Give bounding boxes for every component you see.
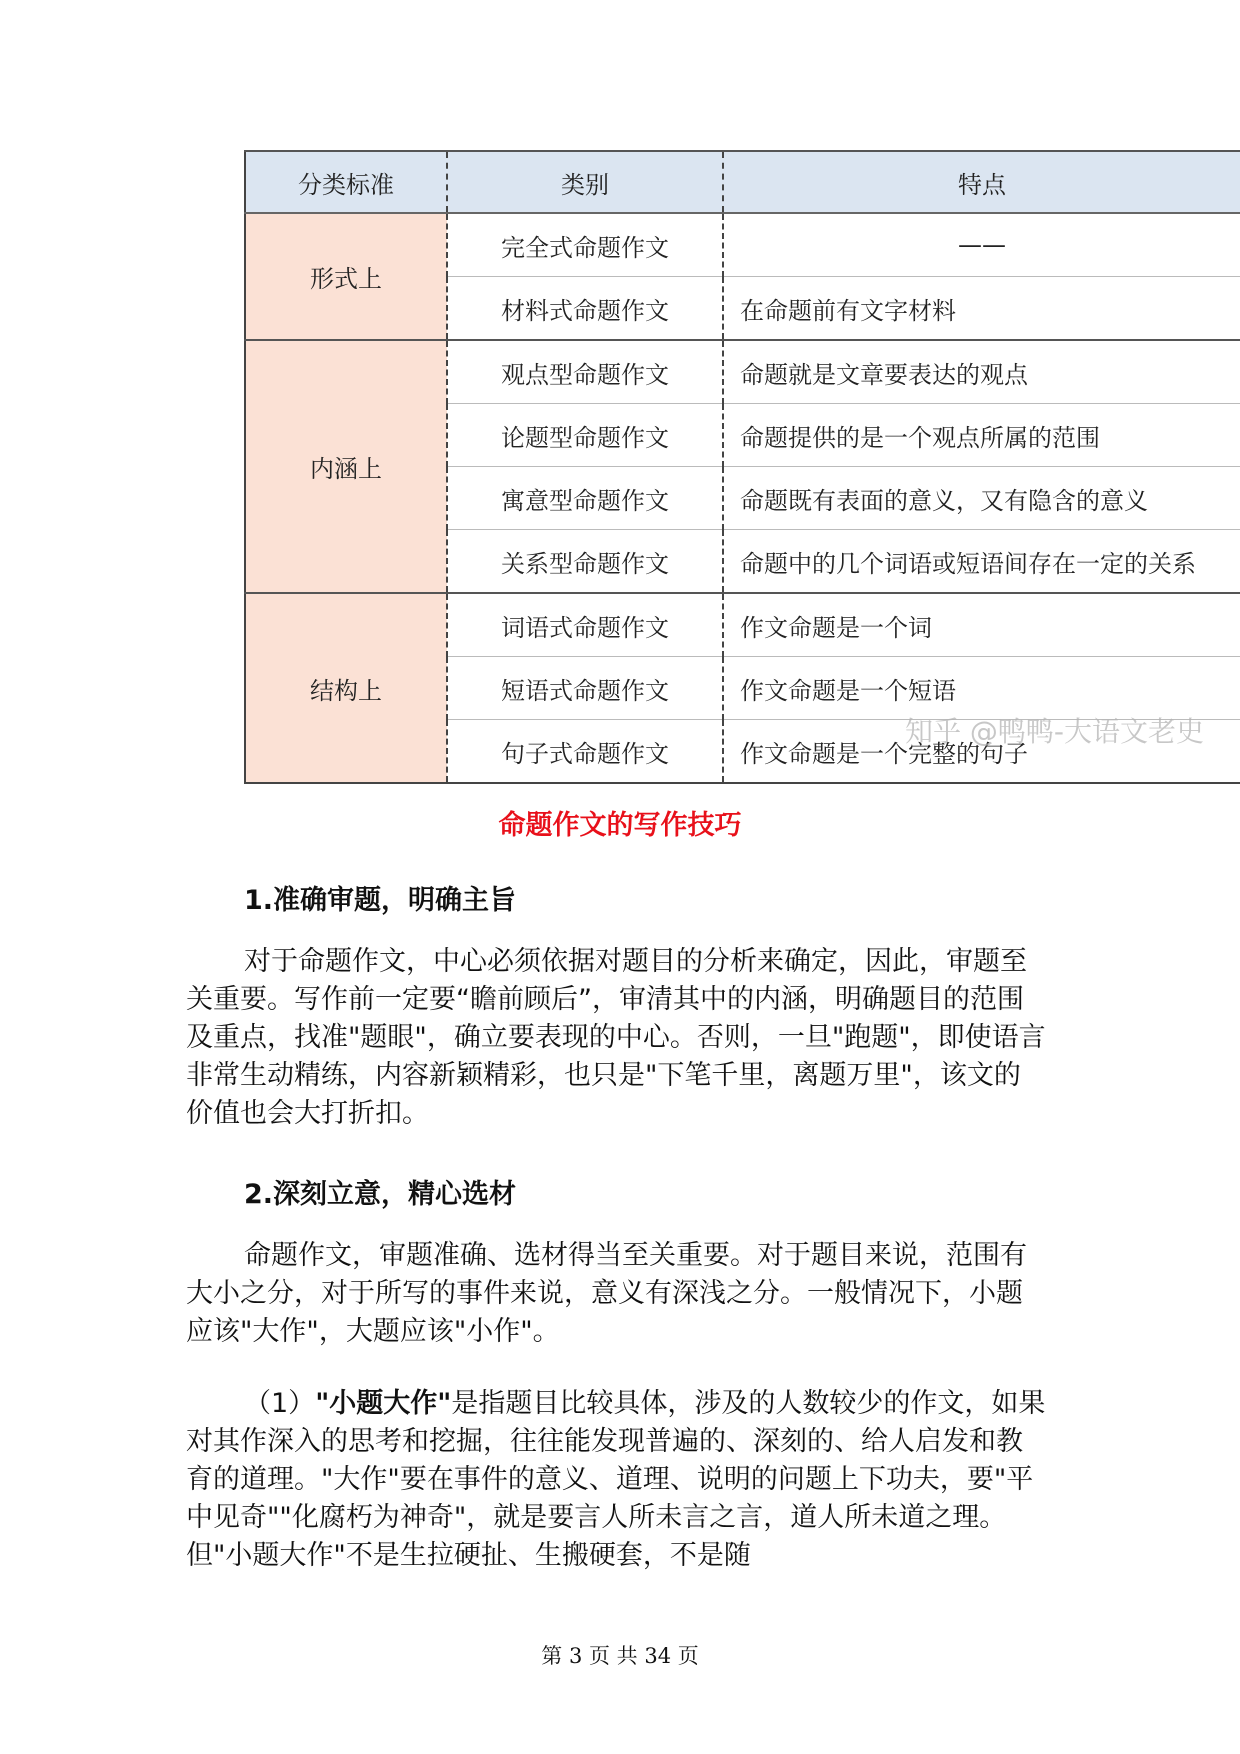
page-footer: 第 3 页 共 34 页 [541, 1644, 699, 1668]
category-cell: 句子式命题作文 [447, 720, 723, 784]
feature-cell: 作文命题是一个词 [723, 593, 1240, 657]
group-label-connotation: 内涵上 [245, 340, 447, 593]
table-row [245, 213, 1240, 277]
table-header-row [245, 151, 1240, 213]
category-cell: 观点型命题作文 [447, 340, 723, 404]
feature-cell: 命题提供的是一个观点所属的范围 [723, 404, 1240, 467]
header-classification-standard: 分类标准 [245, 151, 447, 213]
list-prefix: （1） [244, 1388, 316, 1419]
paragraph-3-body: 是指题目比较具体，涉及的人数较少的作文，如果对其作深入的思考和挖掘，往往能发现普遍的、深刻的、给人启发和教育的道理。"大作"要在事件的意义、道理、说明的问题上下功夫，要"平中见奇""化腐朽为神奇"，就是要言人所未言之言，道人所未道之理。但"小题大作"不是生拉硬扯、生搬硬套，不是随 [186, 1388, 1046, 1571]
category-cell: 短语式命题作文 [447, 657, 723, 720]
category-cell: 完全式命题作文 [447, 213, 723, 277]
heading-accurate-topic: 1.准确审题，明确主旨 [244, 885, 517, 916]
section-title: 命题作文的写作技巧 [498, 810, 742, 841]
heading-deep-conception: 2.深刻立意，精心选材 [244, 1179, 517, 1210]
feature-cell: 在命题前有文字材料 [723, 277, 1240, 341]
classification-table [244, 150, 1240, 784]
category-cell: 材料式命题作文 [447, 277, 723, 341]
feature-cell: 命题既有表面的意义，又有隐含的意义 [723, 467, 1240, 530]
table-row [245, 593, 1240, 657]
header-features: 特点 [723, 151, 1240, 213]
feature-cell: —— [723, 213, 1240, 277]
paragraph-1: 对于命题作文，中心必须依据对题目的分析来确定，因此，审题至关重要。写作前一定要“瞻前顾后”，审清其中的内涵，明确题目的范围及重点，找准"题眼"，确立要表现的中心。否则，一旦"跑题"，即使语言非常生动精练，内容新颖精彩，也只是"下笔千里，离题万里"，该文的价值也会大打折扣。 [186, 946, 1046, 1129]
feature-cell: 命题中的几个词语或短语间存在一定的关系 [723, 530, 1240, 594]
header-category: 类别 [447, 151, 723, 213]
category-cell: 词语式命题作文 [447, 593, 723, 657]
bold-term: "小题大作" [315, 1388, 452, 1419]
feature-cell: 作文命题是一个完整的句子 [723, 720, 1240, 784]
group-label-structure: 结构上 [245, 593, 447, 783]
group-label-form: 形式上 [245, 213, 447, 340]
table-row [245, 340, 1240, 404]
paragraph-3 [186, 1385, 1046, 1575]
feature-cell: 命题就是文章要表达的观点 [723, 340, 1240, 404]
watermark: 知乎 @鸭鸭-大语文老史 [905, 715, 1205, 748]
category-cell: 寓意型命题作文 [447, 467, 723, 530]
paragraph-2: 命题作文，审题准确、选材得当至关重要。对于题目来说，范围有大小之分，对于所写的事件来说，意义有深浅之分。一般情况下，小题应该"大作"，大题应该"小作"。 [186, 1240, 1027, 1347]
category-cell: 论题型命题作文 [447, 404, 723, 467]
category-cell: 关系型命题作文 [447, 530, 723, 594]
feature-cell: 作文命题是一个短语 [723, 657, 1240, 720]
